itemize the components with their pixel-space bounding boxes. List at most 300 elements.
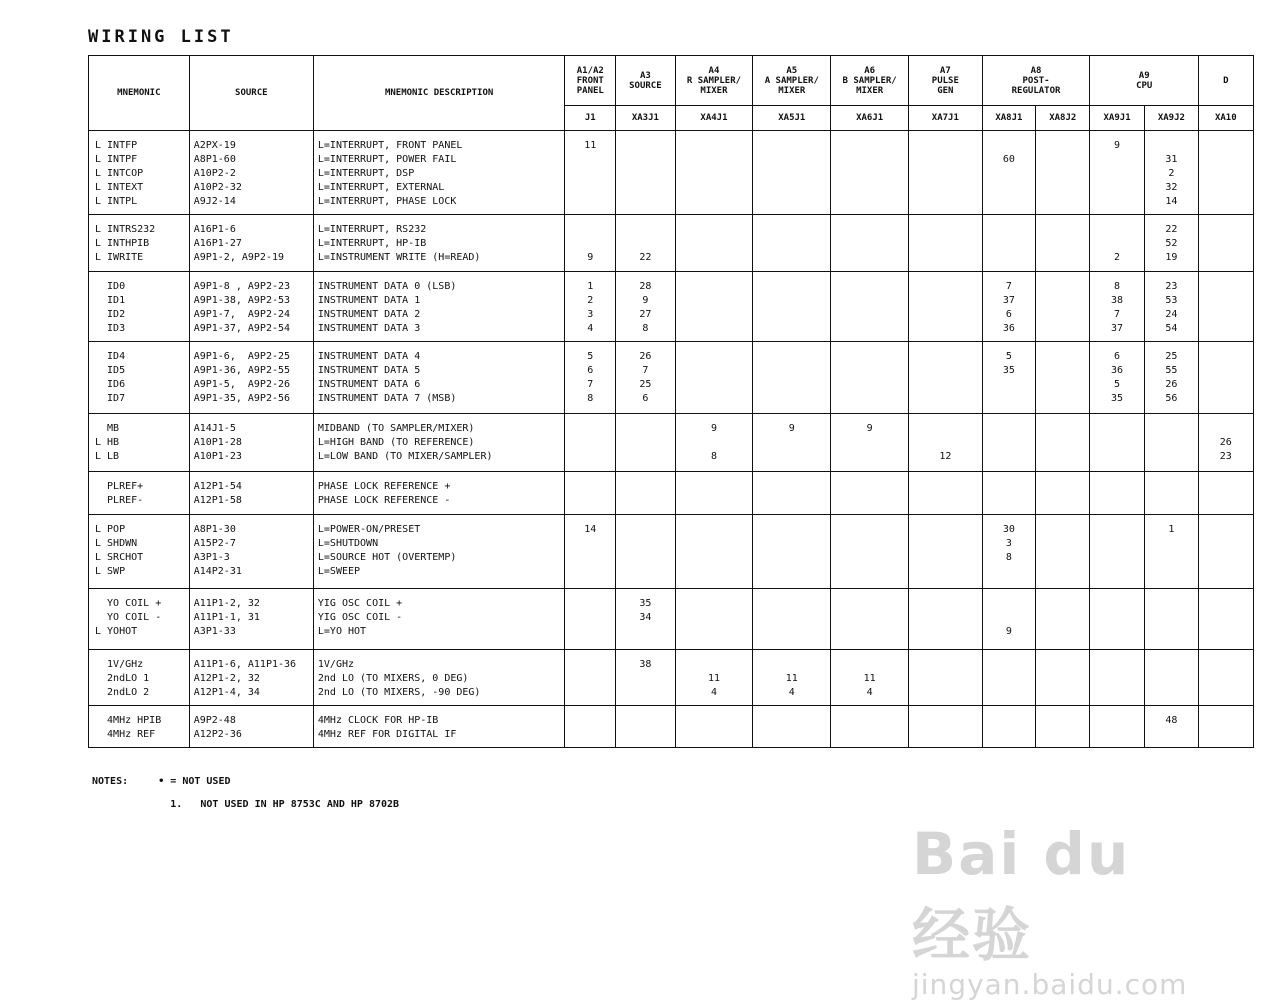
pin-value-cell (1199, 589, 1254, 650)
table-row (89, 589, 1280, 650)
pin-value-cell (565, 342, 616, 414)
description-cell-text-cell (313, 472, 564, 515)
description-cell-text-cell (313, 515, 564, 589)
pin-value-cell (982, 272, 1035, 342)
notes-footnote: NOT USED IN HP 8753C AND HP 8702B (200, 799, 400, 810)
pin-value-cell (1199, 472, 1254, 515)
mnemonic-cell-text: YO COIL + YO COIL - L YOHOT (95, 598, 162, 637)
pin-value-cell (675, 215, 753, 272)
pin-value-cell (565, 472, 616, 515)
pin-value-cell (675, 706, 753, 748)
mnemonic-cell-text: ID4 ID5 ID6 ID7 (107, 351, 126, 404)
pin-value (565, 589, 615, 597)
pin-value-cell (1090, 589, 1144, 650)
pin-value (616, 706, 674, 714)
pin-value (1090, 472, 1143, 480)
pin-value-cell (1199, 706, 1254, 748)
pin-value: 1 (1168, 524, 1175, 535)
pin-value-cell (1144, 589, 1198, 650)
pin-value: 9 (788, 423, 795, 434)
watermark-url: jingyan.baidu.com (912, 968, 1188, 1001)
pin-value-cell (753, 515, 831, 589)
pin-value (1199, 706, 1253, 714)
pin-value-cell (982, 515, 1035, 589)
pin-value: 23 53 24 54 (1165, 281, 1178, 334)
source-cell-text: A16P1-6 A16P1-27 A9P1-2, A9P2-19 (193, 224, 285, 263)
pin-value-cell (982, 650, 1035, 706)
watermark (912, 820, 1212, 1001)
pin-value: 9 8 (710, 423, 717, 462)
subheader-xa4j1: XA4J1 (675, 106, 753, 131)
description-cell-text-cell (313, 272, 564, 342)
pin-value-cell (616, 650, 675, 706)
pin-value-cell (753, 650, 831, 706)
pin-value (1036, 414, 1089, 422)
pin-value (909, 342, 982, 350)
pin-value (1199, 215, 1253, 223)
pin-value-cell (565, 215, 616, 272)
description-cell-text: 4MHz CLOCK FOR HP-IB 4MHz REF FOR DIGITAL IF (317, 715, 457, 740)
source-cell-text-cell (189, 472, 313, 515)
pin-value-cell (675, 589, 753, 650)
pin-value (1199, 342, 1253, 350)
pin-value: 5 35 (1002, 351, 1015, 376)
pin-value-cell (909, 414, 983, 472)
pin-value (1036, 650, 1089, 658)
pin-value (909, 131, 982, 139)
pin-value: 9 (1005, 626, 1012, 637)
description-cell-text-cell (313, 414, 564, 472)
pin-value-cell (675, 272, 753, 342)
pin-value-cell (675, 472, 753, 515)
pin-value (1036, 131, 1089, 139)
wiring-table-container (88, 55, 1280, 755)
subheader-xa9j2: XA9J2 (1144, 106, 1198, 131)
pin-value (1090, 706, 1143, 714)
pin-value-cell (753, 131, 831, 215)
pin-value-cell (616, 414, 675, 472)
description-cell-text: L=INTERRUPT, FRONT PANEL L=INTERRUPT, POWER FAIL L=INTERRUPT, DSP L=INTERRUPT, EXTERNAL L=INTERRUPT, PHASE LOCK (317, 140, 463, 207)
table-row (89, 342, 1280, 414)
pin-value-cell (1090, 215, 1144, 272)
pin-value-cell (1144, 215, 1198, 272)
description-cell-text: L=INTERRUPT, RS232 L=INTERRUPT, HP-IB L=INSTRUMENT WRITE (H=READ) (317, 224, 481, 263)
pin-value-cell (831, 215, 909, 272)
pin-value-cell (909, 131, 983, 215)
description-cell-text: 1V/GHz 2nd LO (TO MIXERS, 0 DEG) 2nd LO (TO MIXERS, -90 DEG) (317, 659, 481, 698)
subheader-xa5j1: XA5J1 (753, 106, 831, 131)
pin-value: 30 3 8 (1002, 524, 1015, 563)
notes-section (92, 776, 399, 822)
pin-value (676, 131, 753, 139)
source-cell-text: A2PX-19 A8P1-60 A10P2-2 A10P2-32 A9J2-14 (193, 140, 242, 207)
description-cell-text: MIDBAND (TO SAMPLER/MIXER) L=HIGH BAND (TO REFERENCE) L=LOW BAND (TO MIXER/SAMPLER) (317, 423, 493, 462)
header-col-a4: A4 R SAMPLER/ MIXER (675, 56, 753, 106)
pin-value-cell (675, 414, 753, 472)
pin-value (1199, 650, 1253, 658)
pin-value-cell (982, 589, 1035, 650)
pin-value-cell (753, 272, 831, 342)
pin-value: 38 (639, 659, 652, 670)
description-cell-text-cell (313, 706, 564, 748)
pin-value (983, 650, 1035, 658)
pin-value-cell (1090, 342, 1144, 414)
mnemonic-cell-text-cell (89, 706, 190, 748)
table-row (89, 515, 1280, 589)
pin-value (753, 272, 830, 280)
source-cell-text: A11P1-2, 32 A11P1-1, 31 A3P1-33 (193, 598, 260, 637)
watermark-brand: Bai du 经验 (912, 820, 1131, 969)
header-col-a7: A7 PULSE GEN (909, 56, 983, 106)
pin-value (565, 650, 615, 658)
pin-value-cell (753, 342, 831, 414)
pin-value (983, 414, 1035, 422)
pin-value-cell (1144, 342, 1198, 414)
mnemonic-cell-text: MB L HB L LB (95, 423, 120, 462)
mnemonic-cell-text-cell (89, 414, 190, 472)
pin-value-cell (909, 706, 983, 748)
pin-value: 9 (1114, 140, 1121, 151)
pin-value (1036, 272, 1089, 280)
mnemonic-cell-text-cell (89, 515, 190, 589)
pin-value (831, 706, 908, 714)
pin-value (983, 706, 1035, 714)
notes-label: NOTES: (92, 776, 129, 787)
pin-value: 11 (584, 140, 597, 151)
description-cell-text: INSTRUMENT DATA 4 INSTRUMENT DATA 5 INSTRUMENT DATA 6 INSTRUMENT DATA 7 (MSB) (317, 351, 457, 404)
pin-value-cell (753, 215, 831, 272)
table-row (89, 215, 1280, 272)
pin-value-cell (831, 589, 909, 650)
description-cell-text: L=POWER-ON/PRESET L=SHUTDOWN L=SOURCE HOT (OVERTEMP) L=SWEEP (317, 524, 457, 577)
pin-value-cell (982, 414, 1035, 472)
mnemonic-cell-text-cell (89, 272, 190, 342)
source-cell-text-cell (189, 131, 313, 215)
pin-value-cell (565, 650, 616, 706)
pin-value-cell (831, 342, 909, 414)
pin-value (616, 472, 674, 480)
subheader-xa10: XA10 (1199, 106, 1254, 131)
pin-value-cell (1199, 342, 1254, 414)
pin-value (909, 589, 982, 597)
pin-value-cell (565, 589, 616, 650)
source-cell-text-cell (189, 272, 313, 342)
source-cell-text-cell (189, 342, 313, 414)
mnemonic-cell-text: PLREF+ PLREF- (107, 481, 144, 506)
pin-value (753, 342, 830, 350)
pin-value (1036, 215, 1089, 223)
pin-value-cell (616, 472, 675, 515)
table-row (89, 706, 1280, 748)
pin-value (676, 589, 753, 597)
pin-value (1036, 706, 1089, 714)
pin-value-cell (1144, 472, 1198, 515)
source-cell-text: A9P2-48 A12P2-36 (193, 715, 242, 740)
pin-value: 26 7 25 6 (639, 351, 652, 404)
source-cell-text-cell (189, 515, 313, 589)
pin-value-cell (831, 131, 909, 215)
wiring-table (88, 55, 1280, 748)
mnemonic-cell-text-cell (89, 215, 190, 272)
pin-value-cell (1036, 131, 1090, 215)
pin-value: 22 (639, 252, 652, 263)
source-cell-text-cell (189, 215, 313, 272)
subheader-xa8j2: XA8J2 (1036, 106, 1090, 131)
pin-value-cell (565, 131, 616, 215)
mnemonic-cell-text: 4MHz HPIB 4MHz REF (107, 715, 162, 740)
pin-value: 2 (1114, 252, 1121, 263)
pin-value (831, 215, 908, 223)
pin-value (1145, 589, 1198, 597)
pin-value: 25 55 26 56 (1165, 351, 1178, 404)
subheader-xa6j1: XA6J1 (831, 106, 909, 131)
pin-value-cell (1090, 131, 1144, 215)
pin-value: 11 4 (785, 673, 798, 698)
pin-value (676, 215, 753, 223)
pin-value (831, 342, 908, 350)
header-col-a1a2: A1/A2 FRONT PANEL (565, 56, 616, 106)
description-cell-text: YIG OSC COIL + YIG OSC COIL - L=YO HOT (317, 598, 403, 637)
pin-value-cell (1036, 215, 1090, 272)
pin-value (753, 589, 830, 597)
pin-value-cell (1199, 650, 1254, 706)
pin-value-cell (616, 131, 675, 215)
pin-value: 5 6 7 8 (587, 351, 594, 404)
pin-value-cell (831, 472, 909, 515)
pin-value (831, 589, 908, 597)
pin-value (753, 131, 830, 139)
pin-value-cell (565, 272, 616, 342)
pin-value-cell (982, 706, 1035, 748)
mnemonic-cell-text: 1V/GHz 2ndLO 1 2ndLO 2 (107, 659, 150, 698)
pin-value-cell (565, 706, 616, 748)
mnemonic-cell-text: ID0 ID1 ID2 ID3 (107, 281, 126, 334)
pin-value-cell (1036, 589, 1090, 650)
pin-value (753, 472, 830, 480)
pin-value-cell (982, 215, 1035, 272)
pin-value: 28 9 27 8 (639, 281, 652, 334)
source-cell-text: A9P1-8 , A9P2-23 A9P1-38, A9P2-53 A9P1-7, A9P2-24 A9P1-37, A9P2-54 (193, 281, 291, 334)
pin-value (831, 515, 908, 523)
pin-value-cell (753, 589, 831, 650)
mnemonic-cell-text-cell (89, 131, 190, 215)
header-col-d: D (1199, 56, 1254, 106)
source-cell-text: A9P1-6, A9P2-25 A9P1-36, A9P2-55 A9P1-5, A9P2-26 A9P1-35, A9P2-56 (193, 351, 291, 404)
header-col-a3: A3 SOURCE (616, 56, 675, 106)
pin-value: 26 23 (1219, 437, 1232, 462)
pin-value-cell (616, 589, 675, 650)
pin-value-cell (1199, 215, 1254, 272)
source-cell-text-cell (189, 414, 313, 472)
pin-value (1090, 650, 1143, 658)
pin-value-cell (565, 515, 616, 589)
pin-value-cell (1090, 515, 1144, 589)
pin-value-cell (1090, 650, 1144, 706)
pin-value-cell (1036, 342, 1090, 414)
notes-number: 1. (170, 799, 183, 810)
pin-value (831, 472, 908, 480)
pin-value-cell (1090, 706, 1144, 748)
pin-value: 11 4 (707, 673, 720, 698)
pin-value (616, 414, 674, 422)
pin-value (1090, 414, 1143, 422)
pin-value (676, 272, 753, 280)
source-cell-text: A11P1-6, A11P1-36 A12P1-2, 32 A12P1-4, 34 (193, 659, 297, 698)
pin-value (565, 472, 615, 480)
pin-value (1036, 515, 1089, 523)
mnemonic-cell-text-cell (89, 342, 190, 414)
pin-value-cell (616, 515, 675, 589)
pin-value-cell (1199, 515, 1254, 589)
subheader-xa9j1: XA9J1 (1090, 106, 1144, 131)
subheader-xa7j1: XA7J1 (909, 106, 983, 131)
table-row (89, 650, 1280, 706)
mnemonic-cell-text-cell (89, 472, 190, 515)
pin-value: 48 (1165, 715, 1178, 726)
pin-value (753, 215, 830, 223)
pin-value-cell (1090, 272, 1144, 342)
pin-value (1036, 342, 1089, 350)
header-source: SOURCE (189, 56, 313, 131)
pin-value-cell (1036, 515, 1090, 589)
pin-value: 31 2 32 14 (1165, 154, 1178, 207)
pin-value: 6 36 5 35 (1111, 351, 1124, 404)
pin-value (909, 515, 982, 523)
pin-value: 9 (587, 252, 594, 263)
pin-value-cell (909, 215, 983, 272)
header-col-a9: A9 CPU (1090, 56, 1199, 106)
pin-value (909, 706, 982, 714)
description-cell-text-cell (313, 342, 564, 414)
pin-value-cell (1144, 706, 1198, 748)
description-cell-text-cell (313, 650, 564, 706)
pin-value (831, 272, 908, 280)
table-row (89, 131, 1280, 215)
description-cell-text: PHASE LOCK REFERENCE + PHASE LOCK REFERENCE - (317, 481, 451, 506)
pin-value (565, 414, 615, 422)
pin-value-cell (675, 342, 753, 414)
mnemonic-cell-text: L INTRS232 L INTHPIB L IWRITE (95, 224, 156, 263)
pin-value-cell (753, 706, 831, 748)
notes-line-1 (92, 776, 399, 787)
pin-value-cell (909, 515, 983, 589)
pin-value-cell (1199, 131, 1254, 215)
subheader-xa8j1: XA8J1 (982, 106, 1035, 131)
pin-value (1145, 472, 1198, 480)
pin-value (565, 706, 615, 714)
pin-value (1199, 272, 1253, 280)
source-cell-text: A8P1-30 A15P2-7 A3P1-3 A14P2-31 (193, 524, 242, 577)
description-cell-text-cell (313, 589, 564, 650)
pin-value (1090, 515, 1143, 523)
pin-value-cell (1199, 272, 1254, 342)
pin-value (616, 131, 674, 139)
pin-value (1090, 589, 1143, 597)
pin-value-cell (753, 414, 831, 472)
pin-value-cell (675, 131, 753, 215)
mnemonic-cell-text: L INTFP L INTPF L INTCOP L INTEXT L INTPL (95, 140, 144, 207)
pin-value (909, 272, 982, 280)
pin-value (983, 472, 1035, 480)
pin-value: 7 37 6 36 (1002, 281, 1015, 334)
header-description: MNEMONIC DESCRIPTION (313, 56, 564, 131)
pin-value-cell (1090, 414, 1144, 472)
table-row (89, 414, 1280, 472)
pin-value (616, 515, 674, 523)
pin-value-cell (1144, 272, 1198, 342)
pin-value-cell (982, 342, 1035, 414)
pin-value-cell (1036, 650, 1090, 706)
notes-line-2 (92, 799, 399, 810)
pin-value: 60 (1002, 154, 1015, 165)
header-mnemonic: MNEMONIC (89, 56, 190, 131)
pin-value-cell (831, 650, 909, 706)
pin-value: 1 2 3 4 (587, 281, 594, 334)
pin-value (909, 472, 982, 480)
mnemonic-cell-text-cell (89, 589, 190, 650)
pin-value: 11 4 (863, 673, 876, 698)
pin-value (983, 215, 1035, 223)
pin-value-cell (1036, 272, 1090, 342)
pin-value-cell (675, 515, 753, 589)
pin-value-cell (616, 706, 675, 748)
pin-value: 12 (939, 451, 952, 462)
header-col-a6: A6 B SAMPLER/ MIXER (831, 56, 909, 106)
pin-value: 8 38 7 37 (1111, 281, 1124, 334)
pin-value-cell (753, 472, 831, 515)
pin-value-cell (675, 650, 753, 706)
pin-value-cell (909, 342, 983, 414)
pin-value-cell (1090, 472, 1144, 515)
pin-value-cell (565, 414, 616, 472)
notes-not-used: • = NOT USED (158, 776, 231, 787)
pin-value (831, 131, 908, 139)
source-cell-text-cell (189, 589, 313, 650)
pin-value-cell (1036, 414, 1090, 472)
wiring-table-body (89, 131, 1280, 748)
mnemonic-cell-text-cell (89, 650, 190, 706)
pin-value (1036, 589, 1089, 597)
source-cell-text: A12P1-54 A12P1-58 (193, 481, 242, 506)
pin-value-cell (909, 272, 983, 342)
pin-value (909, 215, 982, 223)
pin-value-cell (831, 272, 909, 342)
pin-value-cell (909, 472, 983, 515)
pin-value-cell (1144, 515, 1198, 589)
pin-value-cell (1036, 706, 1090, 748)
pin-value-cell (831, 706, 909, 748)
pin-value-cell (909, 650, 983, 706)
pin-value: 9 (866, 423, 873, 434)
pin-value (1199, 472, 1253, 480)
pin-value (1145, 650, 1198, 658)
subheader-j1: J1 (565, 106, 616, 131)
pin-value-cell (616, 342, 675, 414)
pin-value-cell (831, 414, 909, 472)
description-cell-text: INSTRUMENT DATA 0 (LSB) INSTRUMENT DATA 1 INSTRUMENT DATA 2 INSTRUMENT DATA 3 (317, 281, 457, 334)
pin-value-cell (1144, 414, 1198, 472)
pin-value-cell (831, 515, 909, 589)
pin-value: 22 52 19 (1165, 224, 1178, 263)
table-row (89, 472, 1280, 515)
header-col-a5: A5 A SAMPLER/ MIXER (753, 56, 831, 106)
source-cell-text-cell (189, 706, 313, 748)
pin-value (676, 472, 753, 480)
table-row (89, 272, 1280, 342)
pin-value (676, 515, 753, 523)
pin-value (753, 515, 830, 523)
pin-value (753, 706, 830, 714)
